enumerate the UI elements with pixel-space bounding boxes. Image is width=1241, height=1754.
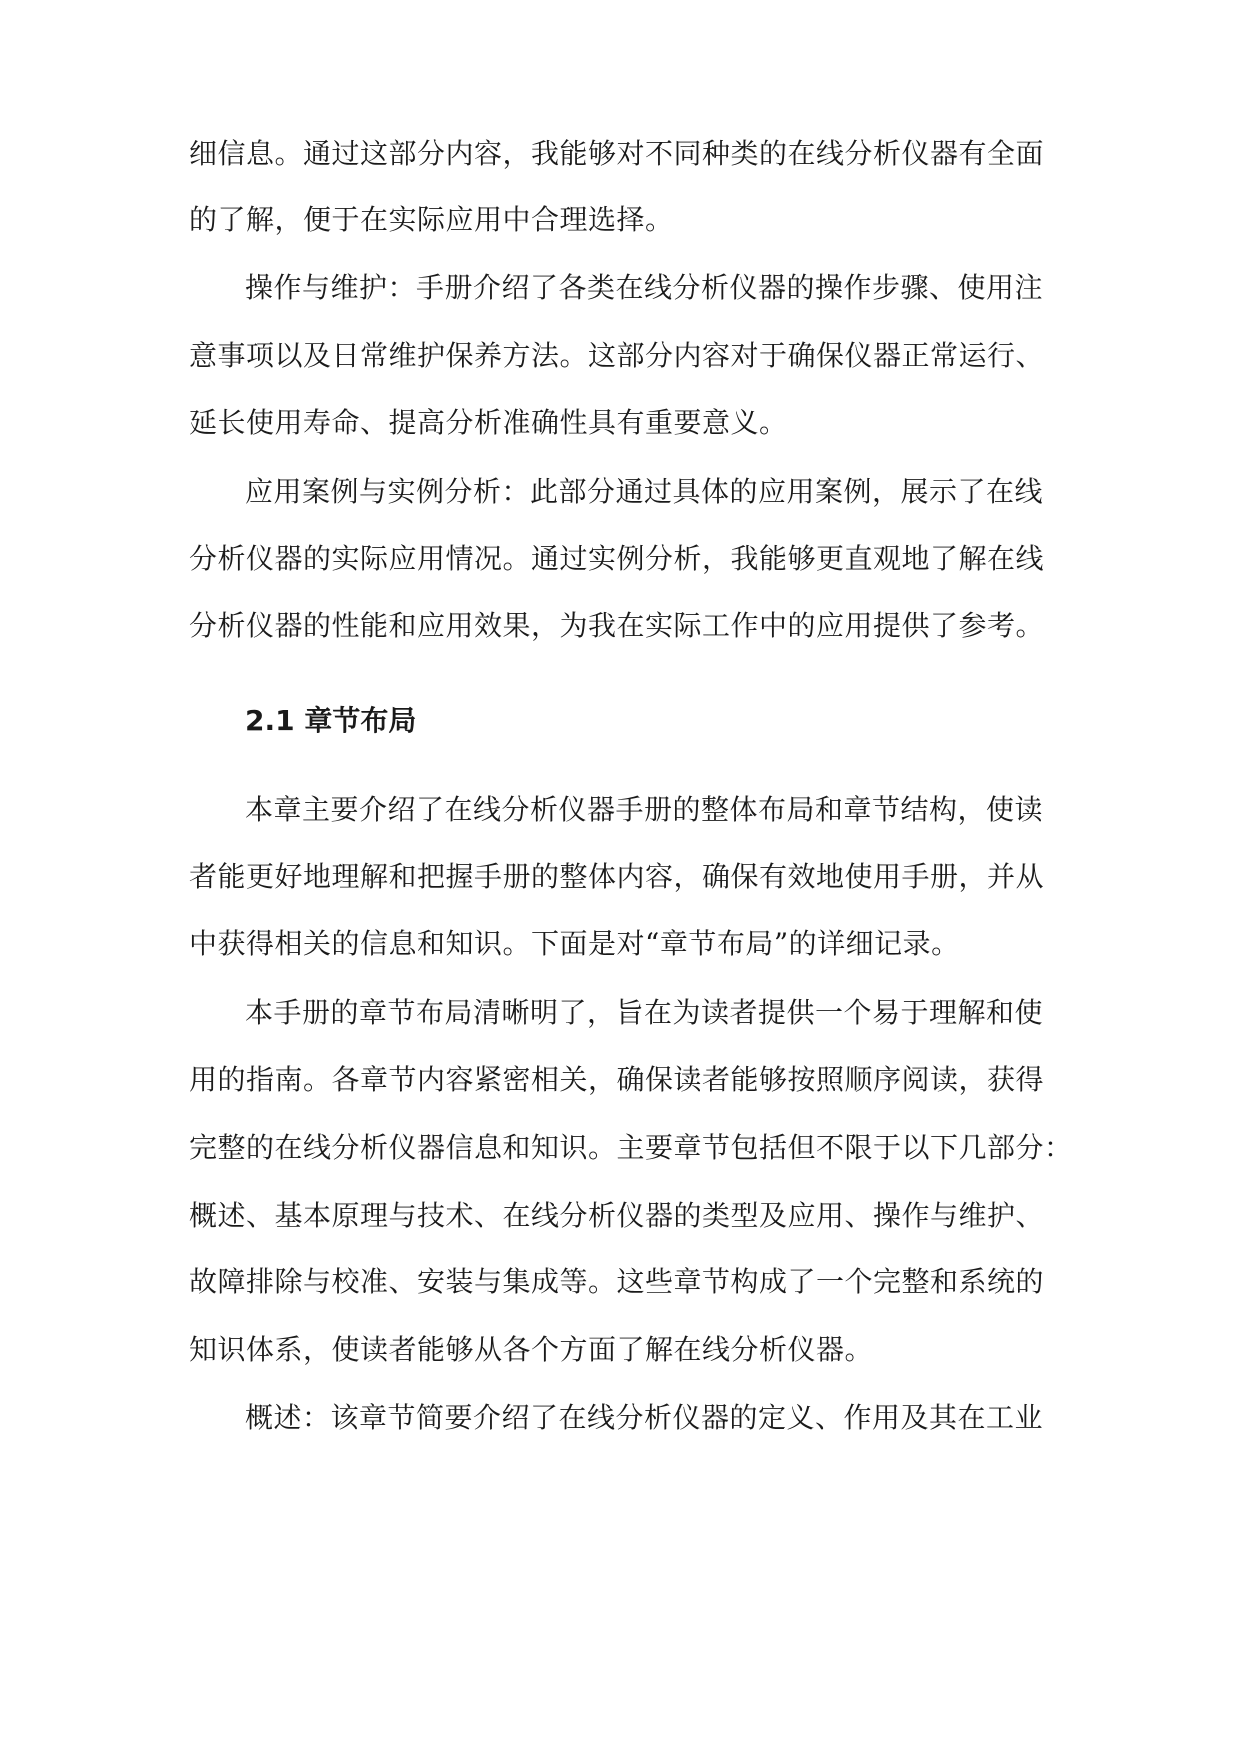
paragraph-1-line-2: 的了解，便于在实际应用中合理选择。 [189, 203, 674, 236]
paragraph-4-line-3: 中获得相关的信息和知识。下面是对“章节布局”的详细记录。 [189, 927, 960, 960]
paragraph-3-line-2: 分析仪器的实际应用情况。通过实例分析，我能够更直观地了解在线 [189, 542, 1045, 575]
section-heading: 2.1 章节布局 [245, 704, 417, 737]
paragraph-4-line-1: 本章主要介绍了在线分析仪器手册的整体布局和章节结构，使读 [245, 793, 1044, 826]
paragraph-5-line-6: 知识体系，使读者能够从各个方面了解在线分析仪器。 [189, 1333, 874, 1366]
paragraph-5-line-2: 用的指南。各章节内容紧密相关，确保读者能够按照顺序阅读，获得 [189, 1063, 1045, 1096]
paragraph-5-line-4: 概述、基本原理与技术、在线分析仪器的类型及应用、操作与维护、 [189, 1199, 1045, 1232]
paragraph-1-line-1: 细信息。通过这部分内容，我能够对不同种类的在线分析仪器有全面 [189, 137, 1045, 170]
paragraph-5-line-1: 本手册的章节布局清晰明了，旨在为读者提供一个易于理解和使 [245, 996, 1044, 1029]
paragraph-3-line-3: 分析仪器的性能和应用效果，为我在实际工作中的应用提供了参考。 [189, 609, 1045, 642]
paragraph-2-line-3: 延长使用寿命、提高分析准确性具有重要意义。 [189, 406, 788, 439]
paragraph-5-line-3: 完整的在线分析仪器信息和知识。主要章节包括但不限于以下几部分： [189, 1131, 1073, 1164]
paragraph-4-line-2: 者能更好地理解和把握手册的整体内容，确保有效地使用手册，并从 [189, 860, 1045, 893]
paragraph-2-line-2: 意事项以及日常维护保养方法。这部分内容对于确保仪器正常运行、 [189, 339, 1045, 372]
paragraph-6-line-1: 概述：该章节简要介绍了在线分析仪器的定义、作用及其在工业 [245, 1401, 1044, 1434]
paragraph-3-line-1: 应用案例与实例分析：此部分通过具体的应用案例，展示了在线 [245, 475, 1044, 508]
paragraph-5-line-5: 故障排除与校准、安装与集成等。这些章节构成了一个完整和系统的 [189, 1265, 1045, 1298]
paragraph-2-line-1: 操作与维护：手册介绍了各类在线分析仪器的操作步骤、使用注 [245, 271, 1044, 304]
